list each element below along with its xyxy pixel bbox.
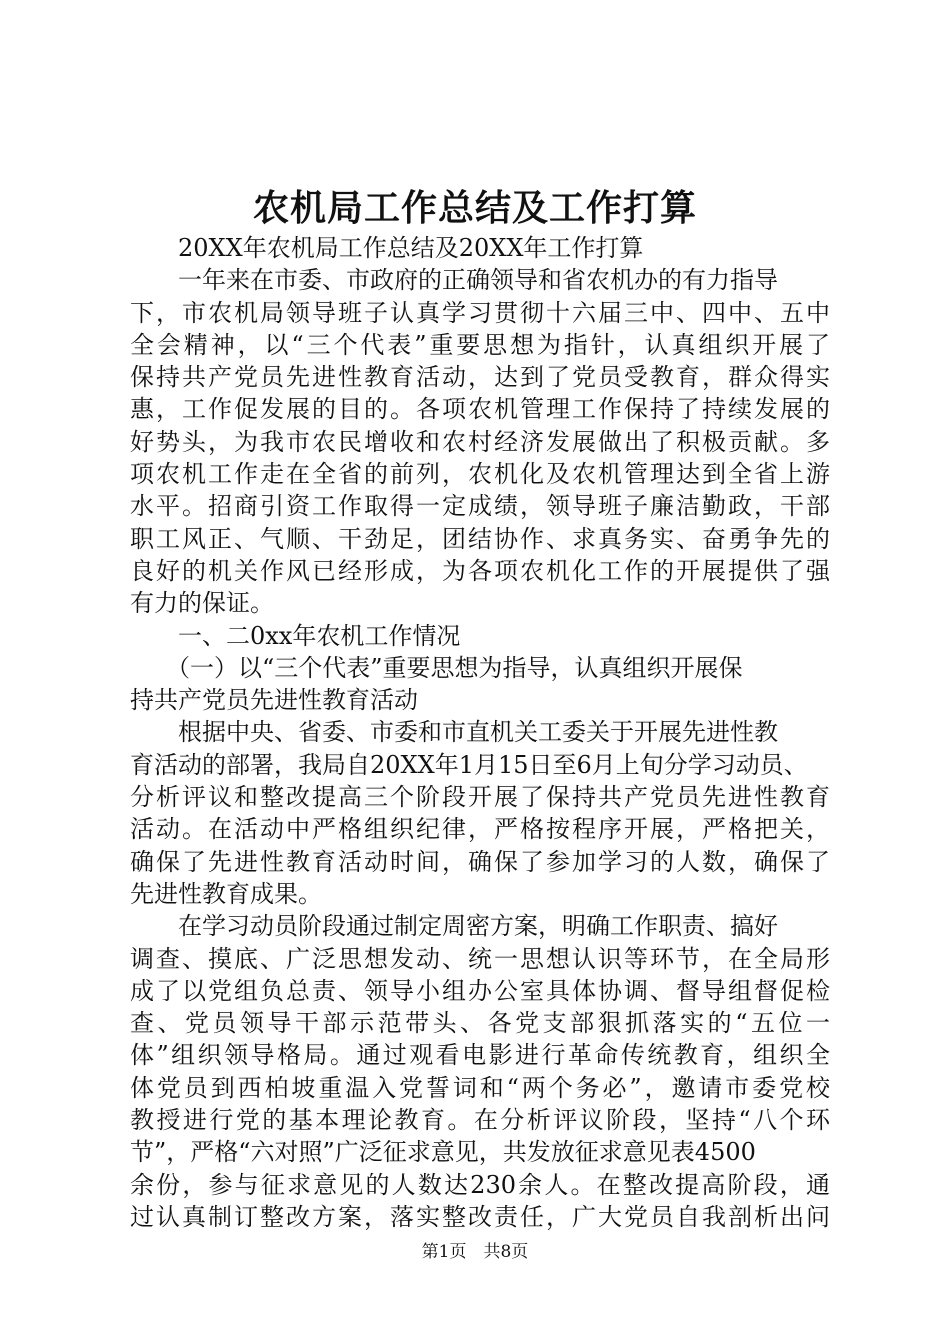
body-line: 成了以党组负总责、领导小组办公室具体协调、督导组督促检 bbox=[130, 976, 830, 1005]
page-footer: 第1页 共8页 bbox=[421, 1242, 529, 1262]
body-line: 教授进行党的基本理论教育。在分析评议阶段，坚持“八个环 bbox=[130, 1106, 830, 1135]
body-line: 职工风正、气顺、干劲足，团结协作、求真务实、奋勇争先的 bbox=[130, 524, 830, 553]
body-line: 体党员到西柏坡重温入党誓词和“两个务必”，邀请市委党校 bbox=[130, 1073, 830, 1102]
body-line: 项农机工作走在全省的前列，农机化及农机管理达到全省上游 bbox=[130, 460, 830, 489]
body-line: 一年来在市委、市政府的正确领导和省农机办的有力指导 bbox=[130, 266, 778, 295]
body-line: 余份，参与征求意见的人数达230余人。在整改提高阶段，通 bbox=[130, 1170, 830, 1199]
body-line: 良好的机关作风已经形成，为各项农机化工作的开展提供了强 bbox=[130, 556, 830, 585]
body-line: 先进性教育成果。 bbox=[130, 879, 322, 908]
document-title: 农机局工作总结及工作打算 bbox=[252, 187, 697, 229]
body-line: 保持共产党员先进性教育活动，达到了党员受教育，群众得实 bbox=[130, 363, 830, 392]
section-heading: 一、二0xx年农机工作情况 bbox=[130, 621, 461, 650]
body-line: 活动。在活动中严格组织纪律，严格按程序开展，严格把关， bbox=[130, 815, 830, 844]
subsection-heading: （一）以“三个代表”重要思想为指导，认真组织开展保 bbox=[130, 653, 743, 682]
body-line: 节”，严格“六对照”广泛征求意见，共发放征求意见表4500 bbox=[130, 1138, 756, 1167]
body-line: 调查、摸底、广泛思想发动、统一思想认识等环节，在全局形 bbox=[130, 944, 830, 973]
body-line: 全会精神，以“三个代表”重要思想为指针，认真组织开展了 bbox=[130, 330, 830, 359]
body-line: 体”组织领导格局。通过观看电影进行革命传统教育，组织全 bbox=[130, 1041, 830, 1070]
body-line: 惠，工作促发展的目的。各项农机管理工作保持了持续发展的 bbox=[130, 395, 830, 424]
body-line: 20XX年农机局工作总结及20XX年工作打算 bbox=[130, 234, 644, 262]
body-line: 育活动的部署，我局自20XX年1月15日至6月上旬分学习动员、 bbox=[130, 750, 808, 779]
body-line: 查、党员领导干部示范带头、各党支部狠抓落实的“五位一 bbox=[130, 1009, 830, 1038]
body-line: 过认真制订整改方案，落实整改责任，广大党员自我剖析出问 bbox=[130, 1202, 830, 1231]
body-line: 确保了先进性教育活动时间，确保了参加学习的人数，确保了 bbox=[130, 847, 830, 876]
body-line: 好势头，为我市农民增收和农村经济发展做出了积极贡献。多 bbox=[130, 427, 830, 456]
body-line: 在学习动员阶段通过制定周密方案，明确工作职责、搞好 bbox=[130, 912, 778, 941]
subsection-heading: 持共产党员先进性教育活动 bbox=[130, 686, 418, 715]
body-line: 根据中央、省委、市委和市直机关工委关于开展先进性教 bbox=[130, 718, 778, 747]
document-body bbox=[130, 232, 830, 1233]
body-line: 水平。招商引资工作取得一定成绩，领导班子廉洁勤政，干部 bbox=[130, 492, 830, 521]
body-line: 下，市农机局领导班子认真学习贯彻十六届三中、四中、五中 bbox=[130, 298, 830, 327]
body-line: 有力的保证。 bbox=[130, 589, 274, 618]
body-line: 分析评议和整改提高三个阶段开展了保持共产党员先进性教育 bbox=[130, 783, 830, 812]
